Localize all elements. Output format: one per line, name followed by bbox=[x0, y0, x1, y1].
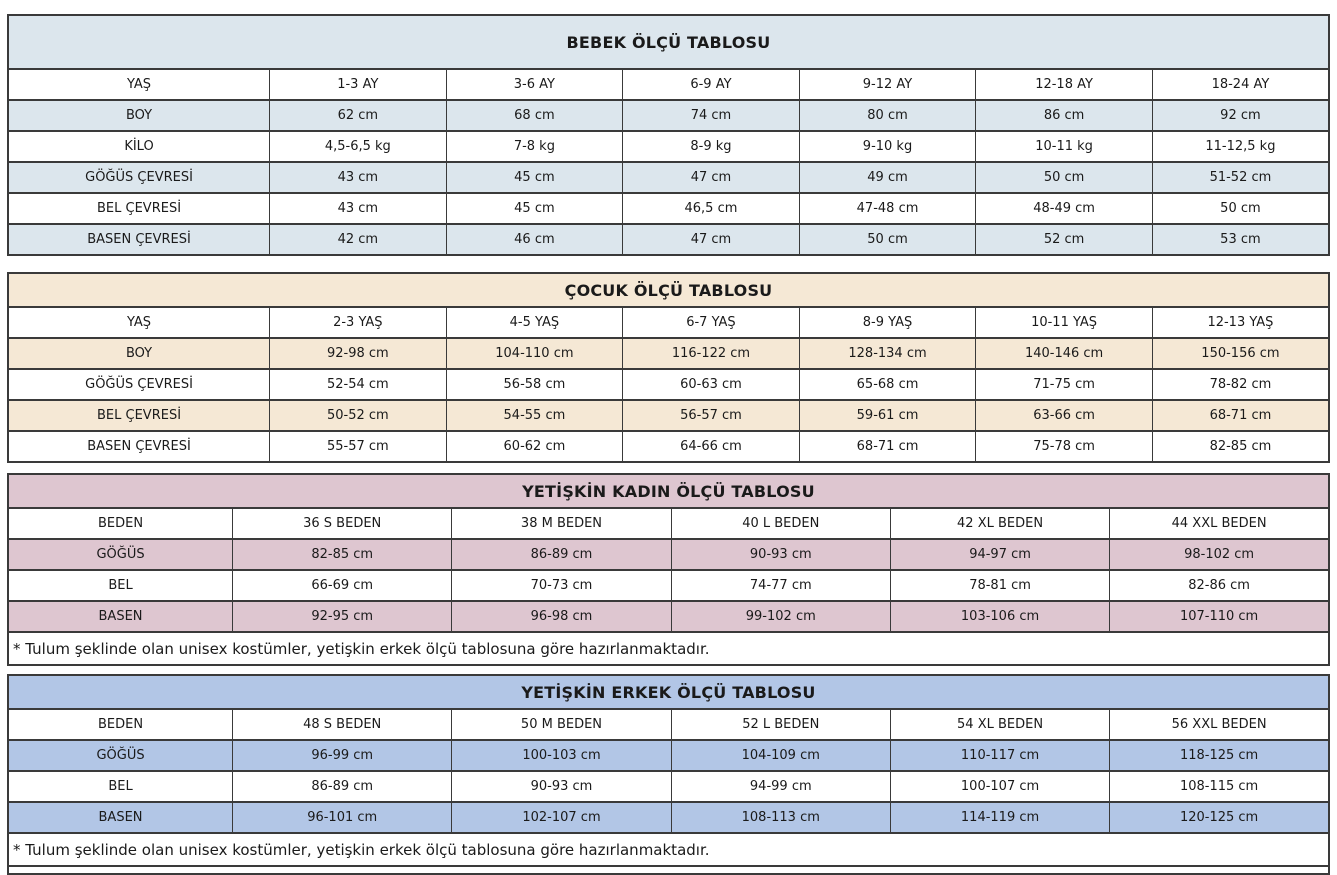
table-cell: 54 XL BEDEN bbox=[890, 709, 1109, 740]
table-cell: 10-11 kg bbox=[976, 131, 1153, 162]
row-label: BASEN ÇEVRESİ bbox=[8, 224, 270, 255]
table-title-yetiskin-kadin: YETİŞKİN KADIN ÖLÇÜ TABLOSU bbox=[8, 474, 1329, 508]
table-cell: 47 cm bbox=[623, 224, 800, 255]
table-title-yetiskin-erkek: YETİŞKİN ERKEK ÖLÇÜ TABLOSU bbox=[8, 675, 1329, 709]
row-label: GÖĞÜS bbox=[8, 539, 233, 570]
table-cell: 92-98 cm bbox=[270, 338, 447, 369]
table-cell: 65-68 cm bbox=[799, 369, 976, 400]
table-row bbox=[8, 508, 1329, 539]
table-cell: 52-54 cm bbox=[270, 369, 447, 400]
table-cell: 100-107 cm bbox=[890, 771, 1109, 802]
table-cell: 92 cm bbox=[1152, 100, 1329, 131]
row-label: BASEN ÇEVRESİ bbox=[8, 431, 270, 462]
table-row bbox=[8, 740, 1329, 771]
table-cell: 71-75 cm bbox=[976, 369, 1153, 400]
table-cell: 86-89 cm bbox=[233, 771, 452, 802]
table-cell: 47 cm bbox=[623, 162, 800, 193]
table-cell: 94-99 cm bbox=[671, 771, 890, 802]
row-label: KİLO bbox=[8, 131, 270, 162]
table-cell: 8-9 kg bbox=[623, 131, 800, 162]
table-cell: 82-86 cm bbox=[1110, 570, 1329, 601]
table-cell: 64-66 cm bbox=[623, 431, 800, 462]
table-cell: 44 XXL BEDEN bbox=[1110, 508, 1329, 539]
table-cell: 103-106 cm bbox=[890, 601, 1109, 632]
table-cell: 49 cm bbox=[799, 162, 976, 193]
table-cell: 1-3 AY bbox=[270, 69, 447, 100]
table-cell: 102-107 cm bbox=[452, 802, 671, 833]
table-row bbox=[8, 400, 1329, 431]
row-label: BEDEN bbox=[8, 709, 233, 740]
table-cell: 60-63 cm bbox=[623, 369, 800, 400]
table-cell: 56-57 cm bbox=[623, 400, 800, 431]
table-cell: 96-98 cm bbox=[452, 601, 671, 632]
table-cell: 66-69 cm bbox=[233, 570, 452, 601]
table-cell: 2-3 YAŞ bbox=[270, 307, 447, 338]
table-cell: 6-7 YAŞ bbox=[623, 307, 800, 338]
table-cell: 110-117 cm bbox=[890, 740, 1109, 771]
table-cell: 56-58 cm bbox=[446, 369, 623, 400]
table-cell: 53 cm bbox=[1152, 224, 1329, 255]
table-row bbox=[8, 771, 1329, 802]
table-cell: 50-52 cm bbox=[270, 400, 447, 431]
row-label: BEL ÇEVRESİ bbox=[8, 193, 270, 224]
table-cell: 82-85 cm bbox=[233, 539, 452, 570]
table-cell: 46,5 cm bbox=[623, 193, 800, 224]
size-table-yetiskin-kadin bbox=[7, 473, 1330, 666]
table-cell: 118-125 cm bbox=[1110, 740, 1329, 771]
size-table-bebek bbox=[7, 14, 1330, 256]
footnote-text: * Tulum şeklinde olan unisex kostümler, yetişkin erkek ölçü tablosuna göre hazırlanmaktadır. bbox=[8, 632, 1329, 665]
table-cell: 94-97 cm bbox=[890, 539, 1109, 570]
table-row bbox=[8, 307, 1329, 338]
table-cell: 80 cm bbox=[799, 100, 976, 131]
row-label: BEL bbox=[8, 570, 233, 601]
table-title-bebek: BEBEK ÖLÇÜ TABLOSU bbox=[8, 15, 1329, 69]
table-cell: 74 cm bbox=[623, 100, 800, 131]
table-cell: 68 cm bbox=[446, 100, 623, 131]
table-cell: 108-115 cm bbox=[1110, 771, 1329, 802]
table-cell: 47-48 cm bbox=[799, 193, 976, 224]
table-cell: 140-146 cm bbox=[976, 338, 1153, 369]
table-cell: 60-62 cm bbox=[446, 431, 623, 462]
row-label: GÖĞÜS ÇEVRESİ bbox=[8, 369, 270, 400]
table-row bbox=[8, 131, 1329, 162]
table-cell: 7-8 kg bbox=[446, 131, 623, 162]
table-cell: 52 L BEDEN bbox=[671, 709, 890, 740]
table-cell: 50 M BEDEN bbox=[452, 709, 671, 740]
table-row bbox=[8, 69, 1329, 100]
table-cell: 4,5-6,5 kg bbox=[270, 131, 447, 162]
table-cell: 50 cm bbox=[976, 162, 1153, 193]
table-cell: 54-55 cm bbox=[446, 400, 623, 431]
table-cell: 12-13 YAŞ bbox=[1152, 307, 1329, 338]
table-cell: 12-18 AY bbox=[976, 69, 1153, 100]
table-cell: 52 cm bbox=[976, 224, 1153, 255]
table-cell: 42 cm bbox=[270, 224, 447, 255]
table-cell: 36 S BEDEN bbox=[233, 508, 452, 539]
table-cell: 116-122 cm bbox=[623, 338, 800, 369]
row-label: YAŞ bbox=[8, 307, 270, 338]
table-cell: 82-85 cm bbox=[1152, 431, 1329, 462]
table-cell: 86-89 cm bbox=[452, 539, 671, 570]
table-cell: 40 L BEDEN bbox=[671, 508, 890, 539]
row-label: BEDEN bbox=[8, 508, 233, 539]
table-cell: 48-49 cm bbox=[976, 193, 1153, 224]
table-cell: 43 cm bbox=[270, 162, 447, 193]
table-cell: 9-10 kg bbox=[799, 131, 976, 162]
table-cell: 96-101 cm bbox=[233, 802, 452, 833]
table-cell: 70-73 cm bbox=[452, 570, 671, 601]
table-cell: 6-9 AY bbox=[623, 69, 800, 100]
table-title-row bbox=[8, 273, 1329, 307]
table-cell: 62 cm bbox=[270, 100, 447, 131]
table-cell: 86 cm bbox=[976, 100, 1153, 131]
table-cell: 68-71 cm bbox=[799, 431, 976, 462]
size-table-yetiskin-erkek bbox=[7, 674, 1330, 875]
table-cell: 68-71 cm bbox=[1152, 400, 1329, 431]
table-title-cocuk: ÇOCUK ÖLÇÜ TABLOSU bbox=[8, 273, 1329, 307]
row-label: BOY bbox=[8, 100, 270, 131]
table-cell: 108-113 cm bbox=[671, 802, 890, 833]
table-cell: 55-57 cm bbox=[270, 431, 447, 462]
table-row bbox=[8, 539, 1329, 570]
table-title-row bbox=[8, 474, 1329, 508]
table-cell: 3-6 AY bbox=[446, 69, 623, 100]
table-cell: 10-11 YAŞ bbox=[976, 307, 1153, 338]
row-label: YAŞ bbox=[8, 69, 270, 100]
footnote-text: * Tulum şeklinde olan unisex kostümler, yetişkin erkek ölçü tablosuna göre hazırlanmaktadır. bbox=[8, 833, 1329, 866]
table-cell: 63-66 cm bbox=[976, 400, 1153, 431]
table-cell: 4-5 YAŞ bbox=[446, 307, 623, 338]
table-cell: 11-12,5 kg bbox=[1152, 131, 1329, 162]
table-title-row bbox=[8, 675, 1329, 709]
table-cell: 90-93 cm bbox=[452, 771, 671, 802]
table-cell: 100-103 cm bbox=[452, 740, 671, 771]
footnote-row bbox=[8, 833, 1329, 866]
table-row bbox=[8, 193, 1329, 224]
table-cell: 90-93 cm bbox=[671, 539, 890, 570]
table-cell: 78-82 cm bbox=[1152, 369, 1329, 400]
table-cell: 51-52 cm bbox=[1152, 162, 1329, 193]
table-cell: 42 XL BEDEN bbox=[890, 508, 1109, 539]
table-cell: 48 S BEDEN bbox=[233, 709, 452, 740]
row-label: BASEN bbox=[8, 802, 233, 833]
table-cell: 92-95 cm bbox=[233, 601, 452, 632]
table-cell: 98-102 cm bbox=[1110, 539, 1329, 570]
table-cell: 9-12 AY bbox=[799, 69, 976, 100]
table-cell: 56 XXL BEDEN bbox=[1110, 709, 1329, 740]
table-row bbox=[8, 369, 1329, 400]
table-cell: 50 cm bbox=[1152, 193, 1329, 224]
table-row bbox=[8, 570, 1329, 601]
table-row bbox=[8, 601, 1329, 632]
table-cell: 114-119 cm bbox=[890, 802, 1109, 833]
table-cell: 50 cm bbox=[799, 224, 976, 255]
table-row bbox=[8, 224, 1329, 255]
row-label: GÖĞÜS bbox=[8, 740, 233, 771]
table-cell: 128-134 cm bbox=[799, 338, 976, 369]
table-cell: 45 cm bbox=[446, 193, 623, 224]
spacer-row bbox=[8, 866, 1329, 874]
size-table-cocuk bbox=[7, 272, 1330, 463]
table-cell: 43 cm bbox=[270, 193, 447, 224]
table-cell: 120-125 cm bbox=[1110, 802, 1329, 833]
footnote-row bbox=[8, 632, 1329, 665]
table-cell: 38 M BEDEN bbox=[452, 508, 671, 539]
table-row bbox=[8, 338, 1329, 369]
table-cell: 75-78 cm bbox=[976, 431, 1153, 462]
table-cell: 59-61 cm bbox=[799, 400, 976, 431]
table-cell: 74-77 cm bbox=[671, 570, 890, 601]
table-cell: 45 cm bbox=[446, 162, 623, 193]
table-row bbox=[8, 431, 1329, 462]
table-cell: 104-110 cm bbox=[446, 338, 623, 369]
table-cell: 46 cm bbox=[446, 224, 623, 255]
table-cell: 104-109 cm bbox=[671, 740, 890, 771]
row-label: BASEN bbox=[8, 601, 233, 632]
table-row bbox=[8, 709, 1329, 740]
table-cell: 99-102 cm bbox=[671, 601, 890, 632]
table-cell: 18-24 AY bbox=[1152, 69, 1329, 100]
table-cell: 8-9 YAŞ bbox=[799, 307, 976, 338]
table-cell: 150-156 cm bbox=[1152, 338, 1329, 369]
table-title-row bbox=[8, 15, 1329, 69]
spacer-cell bbox=[8, 866, 1329, 874]
table-cell: 78-81 cm bbox=[890, 570, 1109, 601]
table-cell: 107-110 cm bbox=[1110, 601, 1329, 632]
table-row bbox=[8, 802, 1329, 833]
table-row bbox=[8, 162, 1329, 193]
table-cell: 96-99 cm bbox=[233, 740, 452, 771]
row-label: BEL ÇEVRESİ bbox=[8, 400, 270, 431]
row-label: GÖĞÜS ÇEVRESİ bbox=[8, 162, 270, 193]
table-row bbox=[8, 100, 1329, 131]
row-label: BOY bbox=[8, 338, 270, 369]
row-label: BEL bbox=[8, 771, 233, 802]
